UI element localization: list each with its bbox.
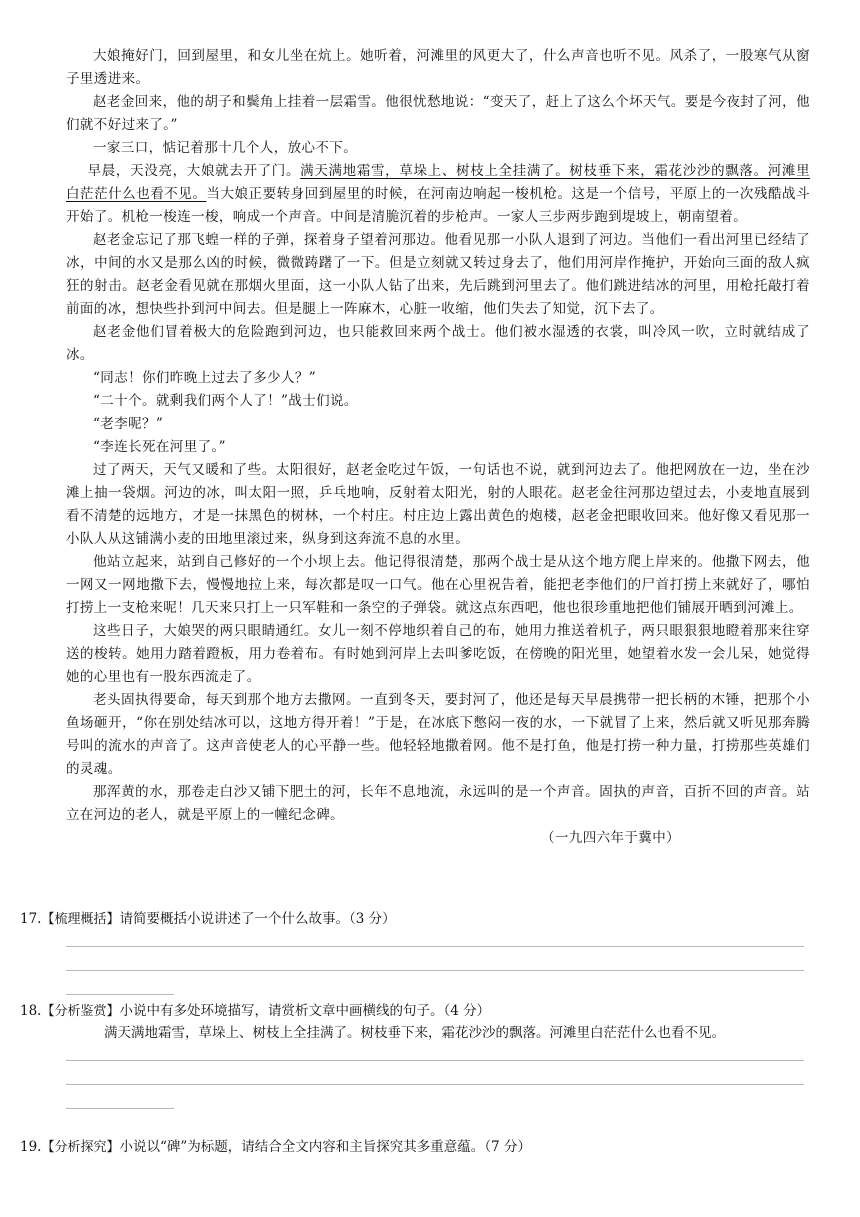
question-tag: 【分析探究】 xyxy=(41,1140,120,1155)
story-paragraph-8: 他站立起来，站到自己修好的一个小坝上去。他记得很清楚，那两个战士是从这个地方爬上岸来的。他撒下网去，他一网又一网地撒下去，慢慢地拉上来，每次都是叹一口气。他在心里祝告着，能把老李他们的尸首打捞上来就好了，哪怕打捞上一支枪来呢！几天来只打上一只军鞋和一条空的子弹袋。就这点东西吧，他也很珍重地把他们铺展开晒到河滩上。 xyxy=(66,554,810,616)
story-paragraph-6: 赵老金他们冒着极大的危险跑到河边，也只能救回来两个战士。他们被水湿透的衣裳，叫冷风一吹，立时就结成了冰。 xyxy=(66,324,810,363)
story-paragraph-11: 那浑黄的水，那卷走白沙又铺下肥土的河，长年不息地流，永远叫的是一个声音。固执的声音，百折不回的声音。站立在河边的老人，就是平原上的一幢纪念碑。 xyxy=(66,784,810,823)
question-number: 19. xyxy=(20,1139,42,1155)
story-paragraph-7: 过了两天，天气又暖和了些。太阳很好，赵老金吃过午饭，一句话也不说，就到河边去了。他把网放在一边，坐在沙滩上抽一袋烟。河边的冰，叫太阳一照，乒乓地响，反射着太阳光，射的人眼花。赵老金往河那边望过去，小麦地直展到看不清楚的远地方，才是一抹黑色的树林，一个村庄。村庄边上露出黄色的炮楼，赵老金把眼收回来。他好像又看见那一小队人从这铺满小麦的田地里滚过来，纵身到这奔流不息的水里。 xyxy=(66,462,810,547)
question-19 xyxy=(20,1136,810,1159)
story-paragraph-1: 大娘掩好门，回到屋里，和女儿坐在炕上。她听着，河滩里的风更大了，什么声音也听不见。风杀了，一股寒气从窗子里透进来。 xyxy=(66,48,810,87)
dialogue-line-1: “同志！你们昨晚上过去了多少人？” xyxy=(93,370,317,386)
question-18-quote: 满天满地霜雪，草垛上、树枝上全挂满了。树枝垂下来，霜花沙沙的飘落。河滩里白茫茫什么也看不见。 xyxy=(104,1025,725,1041)
question-score: （4 分） xyxy=(443,1003,491,1019)
question-tag: 【分析鉴赏】 xyxy=(41,1004,120,1019)
answer-line[interactable] xyxy=(66,970,804,971)
dialogue-line-2: “二十个。就剩我们两个人了！”战士们说。 xyxy=(93,393,358,409)
question-text: 小说中有多处环境描写，请赏析文章中画横线的句子。 xyxy=(119,1003,444,1019)
answer-line[interactable] xyxy=(66,1084,804,1085)
story-paragraph-5: 赵老金忘记了那飞蝗一样的子弹，探着身子望着河那边。他看见那一小队人退到了河边。当他们一看出河里已经结了冰，中间的水又是那么凶的时候，微微踌躇了一下。但是立刻就又转过身去了，他们用河岸作掩护，开始向三面的敌人疯狂的射击。赵老金看见就在那烟火里面，这一小队人钻了出来，先后跳到河里去了。他们跳进结冰的河里，用枪托敲打着前面的冰，想快些扑到河中间去。但是腿上一阵麻木，心脏一收缩，他们失去了知觉，沉下去了。 xyxy=(66,232,810,317)
answer-line[interactable] xyxy=(66,946,804,947)
question-text: 小说以“碑”为标题，请结合全文内容和主旨探究其多重意蕴。 xyxy=(119,1139,485,1155)
question-18 xyxy=(20,1000,810,1023)
paragraph-4-rest: 当大娘正要转身回到屋里的时候，在河南边响起一梭机枪。这是一个信号，平原上的一次残酷战斗开始了。机枪一梭连一梭，响成一个声音。中间是清脆沉着的步枪声。一家人三步两步跑到堤坡上，朝南望着。 xyxy=(66,186,810,225)
dialogue-line-4: “李连长死在河里了。” xyxy=(93,439,226,455)
answer-line[interactable] xyxy=(66,994,174,995)
dialogue-line-3: “老李呢？” xyxy=(93,416,164,432)
story-paragraph-10: 老头固执得要命，每天到那个地方去撒网。一直到冬天，要封河了，他还是每天早晨携带一把长柄的木锤，把那个小鱼场砸开，“你在别处结冰可以，这地方得开着！”于是，在冰底下憋闷一夜的水，一下就冒了上来，然后就又听见那奔腾号叫的流水的声音了。这声音使老人的心平静一些。他轻轻地撒着网。他不是打鱼，他是打捞一种力量，打捞那些英雄们的灵魂。 xyxy=(66,692,810,777)
underlined-sentence: 满天满地霜雪，草垛上、树枝上全挂满了。树枝垂下来，霜花沙沙的飘落。河滩里白茫茫什么也看不见。 xyxy=(66,163,811,202)
question-17 xyxy=(20,908,810,931)
story-paragraph-3: 一家三口，惦记着那十几个人，放心不下。 xyxy=(93,140,358,156)
answer-line[interactable] xyxy=(66,1060,804,1061)
question-tag: 【梳理概括】 xyxy=(41,912,120,927)
answer-line[interactable] xyxy=(66,1108,174,1109)
question-score: （3 分） xyxy=(349,911,396,927)
question-number: 18. xyxy=(20,1003,42,1019)
question-text: 请简要概括小说讲述了一个什么故事。 xyxy=(119,911,349,927)
paragraph-4-lead: 早晨，天没亮，大娘就去开了门。 xyxy=(87,163,301,179)
story-signoff: （一九四六年于冀中） xyxy=(541,830,680,846)
question-number: 17. xyxy=(20,911,42,927)
story-paragraph-2: 赵老金回来，他的胡子和鬓角上挂着一层霜雪。他很忧愁地说：“变天了，赶上了这么个坏天气。要是今夜封了河，他们就不好过来了。” xyxy=(66,94,810,133)
story-paragraph-9: 这些日子，大娘哭的两只眼睛通红。女儿一刻不停地织着自己的布，她用力推送着机子，两只眼狠狠地瞪着那来往穿送的梭转。她用力踏着蹬板，用力卷着布。有时她到河岸上去叫爹吃饭，在傍晚的阳光里，她望着水发一会儿呆，她觉得她的心里也有一股东西流走了。 xyxy=(66,623,810,685)
question-score: （7 分） xyxy=(484,1139,531,1155)
story-text xyxy=(66,45,810,850)
story-paragraph-4 xyxy=(66,160,810,229)
